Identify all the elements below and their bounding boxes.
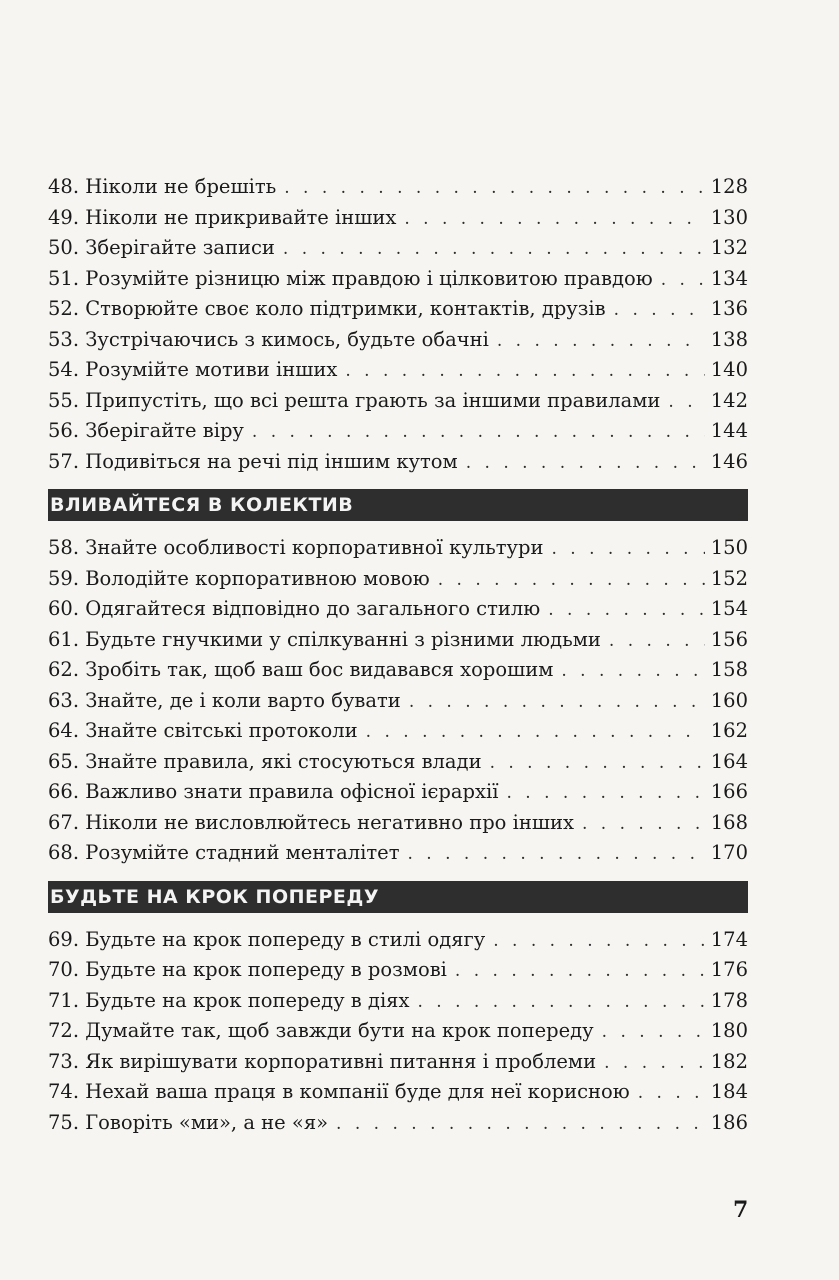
toc-entry-title: 55. Припустіть, що всі решта грають за іншими правилами — [48, 388, 661, 412]
toc-entry-title: 75. Говоріть «ми», а не «я» — [48, 1110, 329, 1134]
toc-entry-page: 164 — [710, 749, 748, 773]
dot-leader — [404, 204, 704, 235]
dot-leader — [548, 595, 705, 626]
toc-entry-title: 73. Як вирішувати корпоративні питання і проблеми — [48, 1049, 597, 1073]
toc-entry-page: 168 — [710, 810, 748, 834]
toc-entry-title: 53. Зустрічаючись з кимось, будьте обачні — [48, 327, 489, 351]
toc-entry — [48, 294, 748, 325]
dot-leader — [493, 926, 705, 957]
toc-entry-title: 67. Ніколи не висловлюйтесь негативно про інших — [48, 810, 574, 834]
toc-entry-title: 50. Зберігайте записи — [48, 236, 275, 259]
toc-entry-page: 136 — [710, 297, 748, 320]
toc-entry-page: 166 — [710, 780, 748, 803]
toc-entry-page: 178 — [710, 988, 748, 1012]
toc-entry-title: 59. Володійте корпоративною мовою — [48, 566, 430, 590]
toc-entry — [48, 594, 748, 625]
toc-entry-title: 52. Створюйте своє коло підтримки, контактів, друзів — [48, 297, 606, 320]
toc-entry-title: 49. Ніколи не прикривайте інших — [48, 205, 397, 229]
toc-entry-page: 162 — [710, 719, 748, 742]
dot-leader — [668, 387, 704, 418]
toc-entry-page: 158 — [710, 658, 748, 681]
toc-entry-page: 154 — [710, 597, 748, 620]
dot-leader — [409, 687, 705, 718]
toc-entry — [48, 747, 748, 778]
toc-entry-title: 58. Знайте особливості корпоративної культури — [48, 536, 544, 559]
toc-entry — [48, 986, 748, 1017]
toc-group-2 — [48, 533, 748, 869]
dot-leader — [283, 234, 705, 265]
toc-entry-page: 144 — [710, 419, 748, 442]
dot-leader — [345, 356, 704, 387]
toc-entry-title: 54. Розумійте мотиви інших — [48, 358, 338, 381]
toc-entry-page: 142 — [710, 388, 748, 412]
dot-leader — [609, 626, 705, 657]
dot-leader — [552, 534, 705, 565]
toc-group-1 — [48, 172, 748, 477]
dot-leader — [490, 748, 705, 779]
toc-entry-title: 63. Знайте, де і коли варто бувати — [48, 688, 401, 712]
dot-leader — [252, 417, 705, 448]
toc-entry-title: 74. Нехай ваша праця в компанії буде для неї корисною — [48, 1080, 630, 1103]
toc-entry — [48, 1047, 748, 1078]
dot-leader — [507, 778, 705, 809]
toc-entry — [48, 325, 748, 356]
toc-entry-page: 160 — [710, 688, 748, 712]
table-of-contents — [48, 172, 748, 1138]
dot-leader — [417, 987, 704, 1018]
toc-entry — [48, 447, 748, 478]
toc-entry — [48, 808, 748, 839]
toc-entry-title: 61. Будьте гнучкими у спілкуванні з різними людьми — [48, 627, 601, 651]
toc-entry-title: 62. Зробіть так, щоб ваш бос видавався хорошим — [48, 658, 554, 681]
toc-entry-page: 146 — [710, 449, 748, 473]
toc-entry — [48, 716, 748, 747]
dot-leader — [336, 1109, 705, 1140]
toc-entry-title: 64. Знайте світські протоколи — [48, 719, 358, 742]
section-header-join-team: ВЛИВАЙТЕСЯ В КОЛЕКТИВ — [48, 489, 748, 521]
toc-entry — [48, 838, 748, 869]
toc-entry — [48, 203, 748, 234]
toc-entry — [48, 172, 748, 203]
toc-entry-page: 186 — [710, 1110, 748, 1134]
toc-entry-page: 134 — [710, 266, 748, 290]
dot-leader — [497, 326, 705, 357]
toc-entry-title: 69. Будьте на крок попереду в стилі одягу — [48, 927, 486, 951]
dot-leader — [366, 717, 705, 748]
dot-leader — [604, 1048, 705, 1079]
toc-entry-title: 56. Зберігайте віру — [48, 419, 244, 442]
toc-entry-page: 150 — [710, 536, 748, 559]
dot-leader — [455, 956, 705, 987]
dot-leader — [284, 173, 705, 204]
toc-entry-title: 66. Важливо знати правила офісної ієрархії — [48, 780, 499, 803]
toc-entry-title: 72. Думайте так, щоб завжди бути на крок попереду — [48, 1019, 594, 1042]
toc-entry-title: 48. Ніколи не брешіть — [48, 175, 277, 198]
toc-entry — [48, 533, 748, 564]
toc-entry-title: 65. Знайте правила, які стосуються влади — [48, 749, 482, 773]
toc-entry — [48, 1077, 748, 1108]
toc-entry-page: 156 — [710, 627, 748, 651]
dot-leader — [582, 809, 705, 840]
toc-entry-page: 184 — [710, 1080, 748, 1103]
toc-entry-title: 60. Одягайтеся відповідно до загального стилю — [48, 597, 541, 620]
toc-group-3 — [48, 925, 748, 1139]
toc-entry-page: 180 — [710, 1019, 748, 1042]
toc-entry-title: 71. Будьте на крок попереду в діях — [48, 988, 410, 1012]
toc-entry-page: 174 — [710, 927, 748, 951]
toc-entry-page: 140 — [710, 358, 748, 381]
toc-entry — [48, 564, 748, 595]
dot-leader — [614, 295, 705, 326]
toc-entry-page: 130 — [710, 205, 748, 229]
toc-entry — [48, 655, 748, 686]
toc-entry-title: 70. Будьте на крок попереду в розмові — [48, 958, 447, 981]
toc-entry — [48, 686, 748, 717]
toc-entry-title: 57. Подивіться на речі під іншим кутом — [48, 449, 458, 473]
toc-entry — [48, 355, 748, 386]
dot-leader — [466, 448, 705, 479]
section-header-step-ahead: БУДЬТЕ НА КРОК ПОПЕРЕДУ — [48, 881, 748, 913]
toc-entry-title: 68. Розумійте стадний менталітет — [48, 841, 400, 864]
toc-entry — [48, 777, 748, 808]
dot-leader — [638, 1078, 705, 1109]
toc-entry-page: 152 — [710, 566, 748, 590]
toc-entry — [48, 233, 748, 264]
toc-entry-page: 132 — [710, 236, 748, 259]
toc-entry — [48, 416, 748, 447]
toc-entry-page: 182 — [710, 1049, 748, 1073]
toc-entry-title: 51. Розумійте різницю між правдою і цілковитою правдою — [48, 266, 653, 290]
toc-entry-page: 170 — [710, 841, 748, 864]
dot-leader — [408, 839, 705, 870]
dot-leader — [661, 265, 705, 296]
toc-entry — [48, 1108, 748, 1139]
toc-entry-page: 138 — [710, 327, 748, 351]
toc-entry — [48, 955, 748, 986]
toc-entry-page: 128 — [710, 175, 748, 198]
toc-entry — [48, 625, 748, 656]
dot-leader — [438, 565, 705, 596]
toc-entry-page: 176 — [710, 958, 748, 981]
dot-leader — [561, 656, 704, 687]
page-number: 7 — [733, 1197, 749, 1223]
toc-entry — [48, 925, 748, 956]
toc-entry — [48, 386, 748, 417]
dot-leader — [602, 1017, 705, 1048]
toc-entry — [48, 264, 748, 295]
toc-entry — [48, 1016, 748, 1047]
